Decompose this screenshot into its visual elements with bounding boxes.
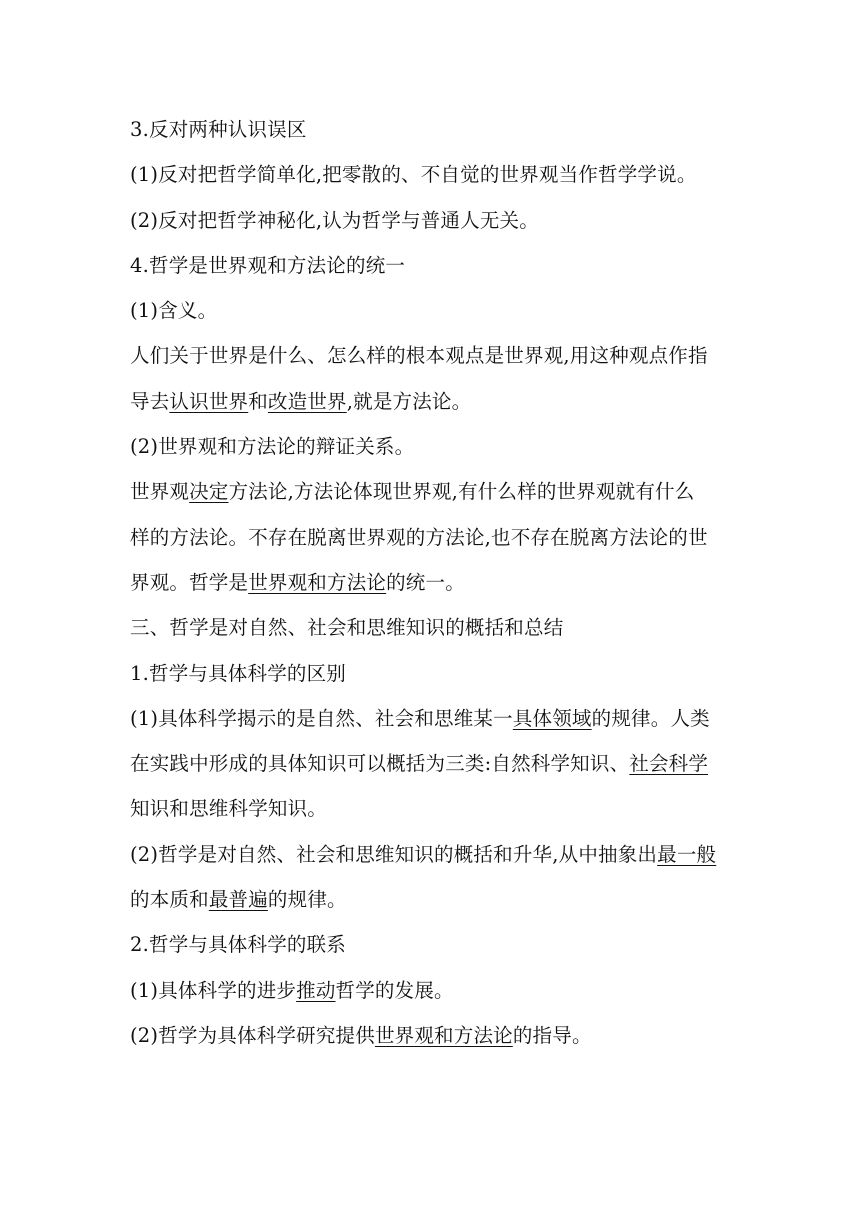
text-run: 的本质和: [130, 888, 209, 912]
underlined-answer: 改造世界: [267, 389, 347, 413]
paragraph-line: [130, 741, 740, 786]
text-run: 和: [248, 389, 268, 413]
text-run: 方法论,方法论体现世界观,有什么样的世界观就有什么: [228, 480, 695, 504]
paragraph-line: [130, 1013, 740, 1058]
subheading-dialectical-relation: [130, 424, 740, 469]
text-run: 导去: [130, 389, 170, 413]
text-run: 的规律。: [267, 888, 347, 912]
paragraph-line: [130, 152, 740, 197]
text-run: (1)具体科学揭示的是自然、社会和思维某一: [130, 706, 513, 730]
text-run: 4.哲学是世界观和方法论的统一: [130, 253, 406, 277]
heading-1-difference: [130, 651, 740, 696]
document-body: [130, 107, 740, 1058]
paragraph-line: [130, 560, 740, 605]
heading-2-connection: [130, 922, 740, 967]
underlined-answer: 决定: [189, 480, 229, 504]
subheading-meaning: [130, 288, 740, 333]
text-run: 在实践中形成的具体知识可以概括为三类:自然科学知识、: [130, 752, 630, 776]
paragraph-line: [130, 696, 740, 741]
underlined-answer: 最普遍: [208, 888, 268, 912]
text-run: ,就是方法论。: [346, 389, 472, 413]
text-run: 1.哲学与具体科学的区别: [130, 661, 347, 685]
text-run: 知识和思维科学知识。: [130, 797, 328, 821]
paragraph-line: [130, 469, 740, 514]
paragraph-line: [130, 379, 740, 424]
text-run: (1)具体科学的进步: [130, 978, 297, 1002]
section-heading-3: [130, 605, 740, 650]
text-run: 三、哲学是对自然、社会和思维知识的概括和总结: [130, 616, 564, 640]
text-run: 人们关于世界是什么、怎么样的根本观点是世界观,用这种观点作指: [130, 344, 708, 368]
text-run: 的规律。人类: [591, 706, 710, 730]
text-run: (2)世界观和方法论的辩证关系。: [130, 435, 415, 459]
text-run: 的指导。: [512, 1023, 592, 1047]
underlined-answer: 世界观和方法论: [374, 1023, 513, 1047]
paragraph-line: [130, 968, 740, 1013]
paragraph-line: [130, 333, 740, 378]
text-run: 界观。哲学是: [130, 570, 249, 594]
text-run: (2)哲学是对自然、社会和思维知识的概括和升华,从中抽象出: [130, 842, 658, 866]
text-run: 3.反对两种认识误区: [130, 118, 307, 141]
text-run: (1)反对把哲学简单化,把零散的、不自觉的世界观当作哲学学说。: [130, 163, 697, 187]
text-run: (2)反对把哲学神秘化,认为哲学与普通人无关。: [130, 208, 539, 232]
paragraph-line: [130, 877, 740, 922]
underlined-answer: 世界观和方法论: [248, 570, 387, 594]
underlined-answer: 具体领域: [512, 706, 592, 730]
text-run: 的统一。: [386, 570, 465, 594]
text-run: 世界观: [130, 480, 190, 504]
text-run: 哲学的发展。: [335, 978, 454, 1002]
underlined-answer: 认识世界: [169, 389, 249, 413]
heading-3-two-misconceptions: [130, 107, 740, 152]
paragraph-line: [130, 786, 740, 831]
text-run: 样的方法论。不存在脱离世界观的方法论,也不存在脱离方法论的世: [130, 525, 708, 549]
underlined-answer: 推动: [296, 978, 336, 1002]
underlined-answer: 社会科学: [629, 752, 709, 776]
heading-4-unity: [130, 243, 740, 288]
underlined-answer: 最一般: [657, 842, 717, 866]
text-run: (2)哲学为具体科学研究提供: [130, 1023, 375, 1047]
paragraph-line: [130, 198, 740, 243]
text-run: (1)含义。: [130, 299, 218, 323]
text-run: 2.哲学与具体科学的联系: [130, 933, 347, 957]
paragraph-line: [130, 515, 740, 560]
paragraph-line: [130, 832, 740, 877]
